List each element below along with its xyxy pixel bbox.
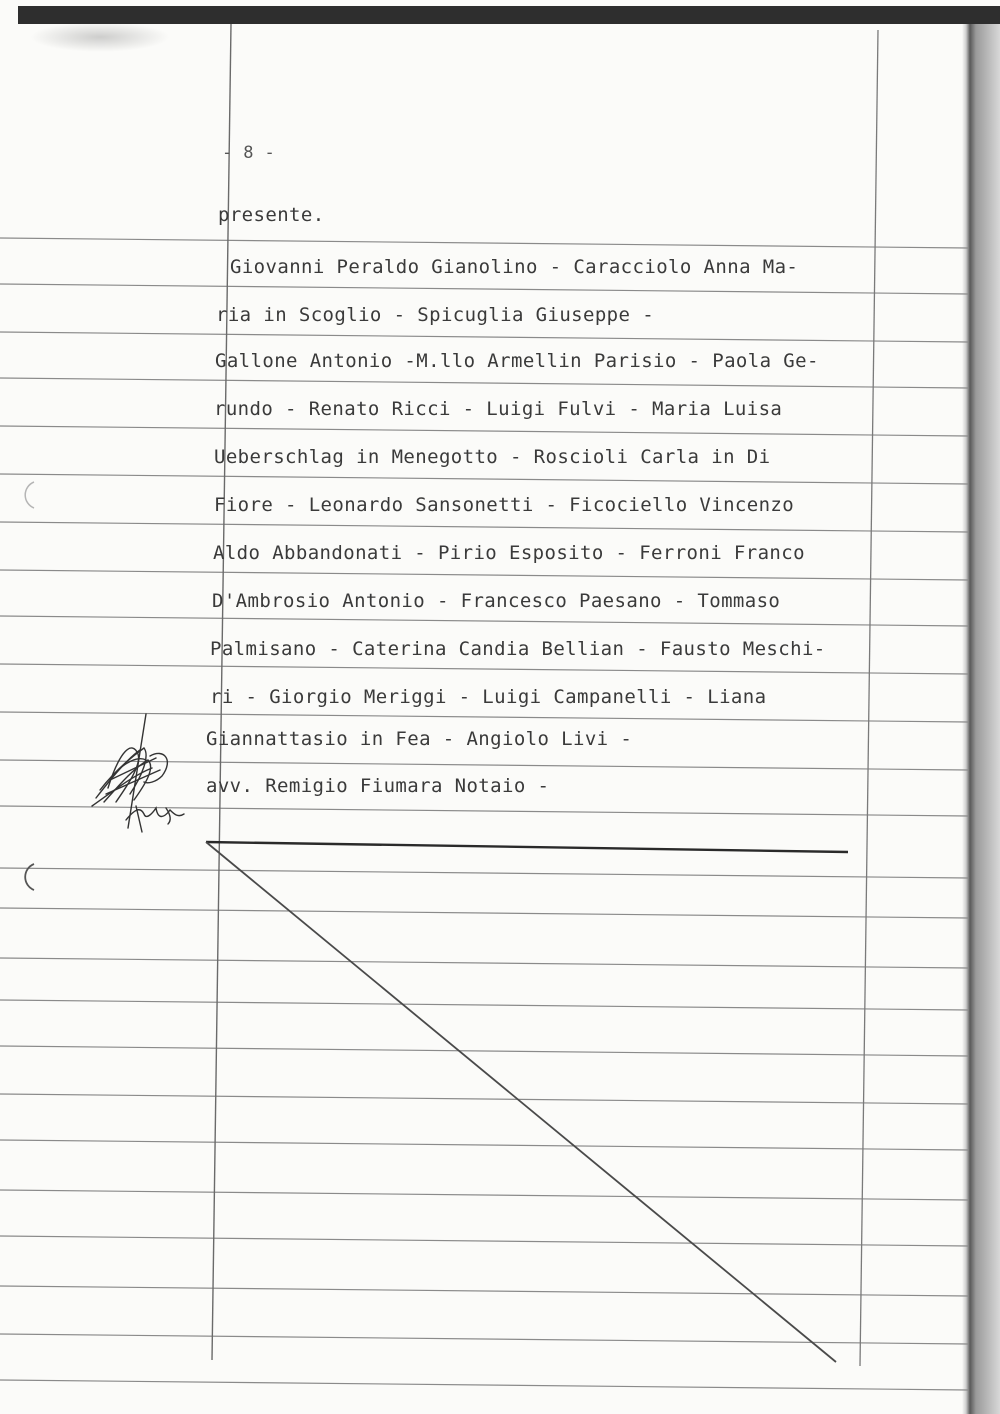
ruled-line (0, 1000, 968, 1010)
ruled-line (0, 1334, 968, 1344)
ruled-line (0, 868, 968, 878)
text-line-12: Giannattasio in Fea - Angiolo Livi - (206, 728, 633, 750)
ruled-line (0, 908, 968, 918)
ruled-line (0, 616, 968, 626)
text-line-1: presente. (218, 204, 325, 226)
ruled-line (0, 426, 968, 436)
right-margin-line (860, 30, 878, 1366)
text-line-13: avv. Remigio Fiumara Notaio - (206, 775, 550, 797)
closing-horizontal-line (206, 842, 848, 852)
ruled-line (0, 1190, 968, 1200)
text-line-4: Gallone Antonio -M.llo Armellin Parisio - Paola Ge- (215, 350, 819, 372)
ruled-line (0, 570, 968, 580)
ruled-line (0, 1236, 968, 1246)
text-line-3: ria in Scoglio - Spicuglia Giuseppe - (216, 304, 655, 326)
ruled-line (0, 664, 968, 674)
text-line-2: Giovanni Peraldo Gianolino - Caracciolo Anna Ma- (230, 256, 799, 278)
text-line-5: rundo - Renato Ricci - Luigi Fulvi - Maria Luisa (214, 398, 783, 420)
text-line-9: D'Ambrosio Antonio - Francesco Paesano - Tommaso (212, 590, 781, 612)
ruled-line (0, 1046, 968, 1056)
ruled-line (0, 522, 968, 532)
ruled-line (0, 1380, 968, 1390)
handwritten-signature (86, 710, 196, 850)
ruled-line (0, 284, 968, 294)
text-line-8: Aldo Abbandonati - Pirio Esposito - Ferroni Franco (213, 542, 805, 564)
text-line-7: Fiore - Leonardo Sansonetti - Ficociello Vincenzo (214, 494, 795, 516)
ruled-line (0, 238, 968, 248)
text-line-11: ri - Giorgio Meriggi - Luigi Campanelli - Liana (210, 686, 767, 708)
punch-hole-top (6, 478, 40, 512)
ruled-line (0, 958, 968, 968)
ruled-line (0, 1286, 968, 1296)
ruled-line (0, 378, 968, 388)
ruled-line (0, 332, 968, 342)
text-line-6: Ueberschlag in Menegotto - Roscioli Carla in Di (214, 446, 771, 468)
ruled-line (0, 1140, 968, 1150)
punch-hole-bottom (4, 860, 38, 894)
ruled-line (0, 474, 968, 484)
ruled-line (0, 1094, 968, 1104)
text-line-10: Palmisano - Caterina Candia Bellian - Fausto Meschi- (210, 638, 826, 660)
page-number: - 8 - (222, 143, 276, 163)
